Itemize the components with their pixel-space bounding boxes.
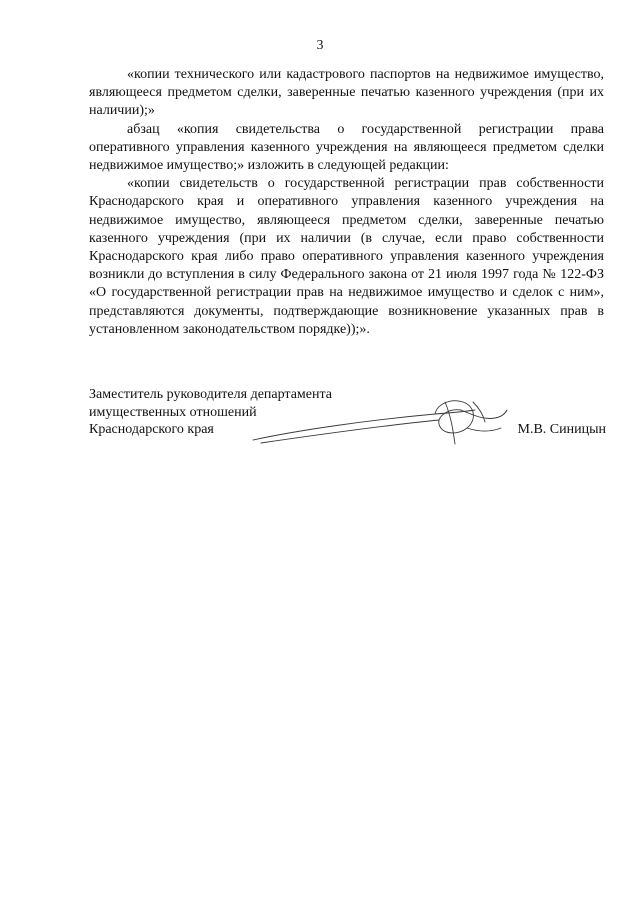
signer-name: М.В. Синицын <box>517 422 606 437</box>
document-body <box>89 66 604 339</box>
signature-block <box>89 386 609 466</box>
signer-title-line: Заместитель руководителя департамента <box>89 387 332 402</box>
page-number: 3 <box>316 38 324 53</box>
signer-title-line: Краснодарского края <box>89 422 214 437</box>
signer-title-line: имущественных отношений <box>89 404 257 420</box>
paragraph-amendment-instruction: абзац «копия свидетельства о государственной регистрации права оперативного управления казенного учреждения на являющееся предметом сделки недвижимое имущество;» изложить в следующей редакции: <box>89 121 604 174</box>
handwritten-signature <box>239 396 509 456</box>
paragraph-technical-passports: «копии технического или кадастрового паспортов на недвижимое имущество, являющееся предметом сделки, заверенные печатью казенного учреждения (при их наличии);» <box>89 67 604 119</box>
paragraph-new-wording: «копии свидетельств о государственной регистрации прав собственности Краснодарского края и оперативного управления казенного учреждения на недвижимое имущество, являющееся предметом сделки, заверенные печатью казенного учреждения (при их наличии (в случае, если право собственности Краснодарского края либо право оперативного управления казенного учреждения возникли до вступления в силу Федерального закона от 21 июля 1997 года № 122-ФЗ «О государственной регистрации прав на недвижимое имущество и сделок с ним», представляются документы, подтверждающие возникновение указанных прав в установленном законодательством порядке));». <box>89 176 604 337</box>
